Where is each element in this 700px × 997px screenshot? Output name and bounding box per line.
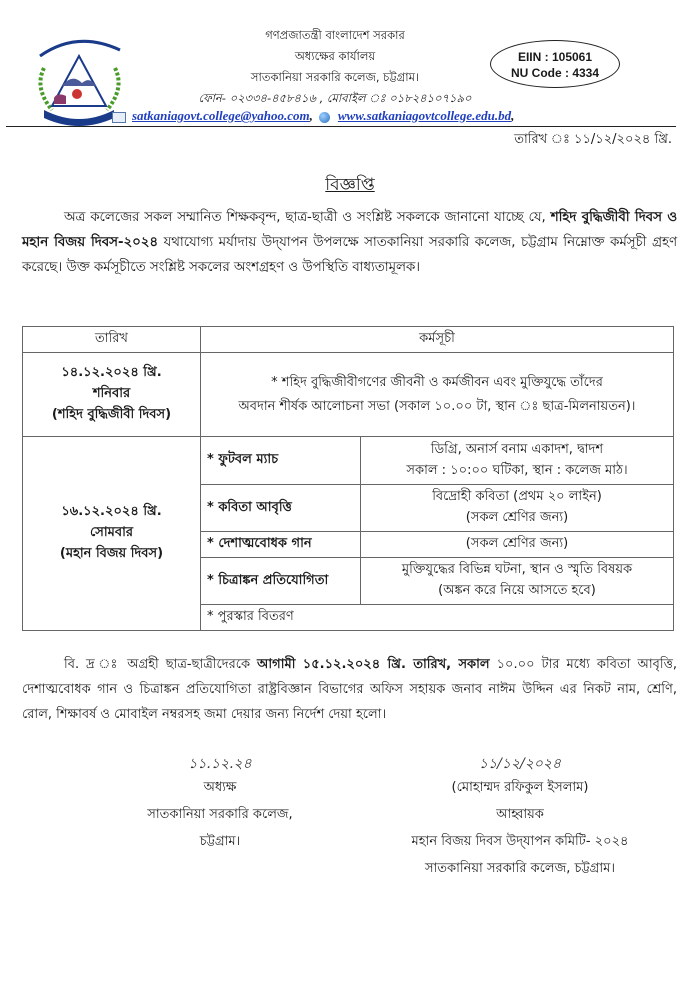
convener-sign-date: ১১/১২/২০২৪	[478, 756, 562, 772]
header-divider	[6, 126, 676, 127]
day1-weekday: শনিবার	[92, 386, 131, 401]
note	[22, 652, 677, 727]
issue-date: তারিখ ঃ ১১/১২/২০২৪ খ্রি.	[514, 132, 672, 147]
event-name: * কবিতা আবৃত্তি	[201, 485, 361, 532]
event-details: (সকল শ্রেণির জন্য)	[361, 532, 674, 558]
mail-icon	[112, 112, 126, 123]
day2-occasion: (মহান বিজয় দিবস)	[59, 546, 164, 561]
contact-line: ফোন- ০২৩৩৪-৪৫৮৪১৬ , মোবাইল ঃ ০১৮২৪১০৭১৯০	[198, 91, 472, 105]
email-link[interactable]: satkaniagovt.college@yahoo.com	[132, 108, 310, 123]
convener-name: (মোহাম্মদ রফিকুল ইসলাম)	[451, 780, 589, 795]
event-name: * চিত্রাঙ্কন প্রতিযোগিতা	[201, 558, 361, 605]
principal-signature-block	[100, 752, 340, 853]
event-details: মুক্তিযুদ্ধের বিভিন্ন ঘটনা, স্থান ও স্মৃতি বিষয়ক (অঙ্কন করে নিয়ে আসতে হবে)	[361, 558, 674, 605]
table-row	[23, 353, 674, 437]
principal-title: অধ্যক্ষ	[203, 780, 237, 795]
govt-line: গণপ্রজাতন্ত্রী বাংলাদেশ সরকার	[265, 28, 405, 42]
office-line: অধ্যক্ষের কার্যালয়	[294, 49, 376, 63]
event-details: বিদ্রোহী কবিতা (প্রথম ২০ লাইন) (সকল শ্রেণির জন্য)	[361, 485, 674, 532]
eiin-code: EIIN : 105061	[517, 50, 593, 64]
note-rest: ১০.০০ টার মধ্যে কবিতা আবৃত্তি, দেশাত্মবোধক গান ও চিত্রাঙ্কন প্রতিযোগিতা রাষ্ট্রবিজ্ঞান বিভাগের অফিস সহায়ক জনাব নাঈম উদ্দিন এর নিকট নাম, শ্রেণি, রোল, শিক্ষাবর্ষ ও মোবাইল নম্বরসহ জমা দেয়ার জন্য নির্দেশ দেয়া হলো।	[22, 657, 678, 722]
header-date: তারিখ	[23, 327, 201, 353]
principal-city: চট্টগ্রাম।	[199, 834, 241, 849]
day1-occasion: (শহিদ বুদ্ধিজীবী দিবস)	[51, 407, 172, 422]
principal-signature	[100, 752, 340, 776]
notice-body	[22, 205, 677, 280]
note-bold: আগামী ১৫.১২.২০২৪ খ্রি. তারিখ, সকাল	[257, 657, 490, 672]
day1-date: ১৪.১২.২০২৪ খ্রি.	[61, 365, 162, 380]
convener-signature	[380, 752, 660, 778]
table-header-row	[23, 327, 674, 353]
principal-sign-date: ১১.১২.২৪	[188, 756, 252, 772]
principal-org: সাতকানিয়া সরকারি কলেজ,	[147, 807, 293, 822]
day2-date: ১৬.১২.২০২৪ খ্রি.	[61, 504, 162, 519]
college-line: সাতকানিয়া সরকারি কলেজ, চট্টগ্রাম।	[250, 70, 420, 84]
header-program: কর্মসূচী	[201, 327, 674, 353]
day1-program: * শহিদ বুদ্ধিজীবীগণের জীবনী ও কর্মজীবন এবং মুক্তিযুদ্ধে তাঁদের অবদান শীর্ষক আলোচনা সভা (সকাল ১০.০০ টা, স্থান ঃ ছাত্র-মিলনায়তন)।	[201, 353, 674, 437]
event-name: * দেশাত্মবোধক গান	[201, 532, 361, 558]
intro-text-1: অত্র কলেজের সকল সম্মানিত শিক্ষকবৃন্দ, ছাত্র-ছাত্রী ও সংশ্লিষ্ট সকলকে জানানো যাচ্ছে যে,	[64, 210, 551, 225]
convener-signature-block	[380, 752, 660, 880]
program-table	[22, 326, 674, 631]
intro-bold: শহিদ বুদ্ধিজীবী দিবস ও মহান বিজয় দিবস-২০২৪	[22, 210, 677, 250]
convener-org: সাতকানিয়া সরকারি কলেজ, চট্টগ্রাম।	[424, 861, 616, 876]
prize-distribution: * পুরস্কার বিতরণ	[201, 605, 674, 631]
website-link[interactable]: www.satkaniagovtcollege.edu.bd	[337, 108, 512, 123]
day1-date-cell	[23, 353, 201, 437]
day2-date-cell	[23, 437, 201, 631]
event-name: * ফুটবল ম্যাচ	[201, 437, 361, 485]
notice-title: বিজ্ঞপ্তি	[325, 175, 375, 195]
globe-icon	[319, 112, 330, 123]
committee-name: মহান বিজয় দিবস উদ্‌যাপন কমিটি- ২০২৪	[411, 834, 629, 849]
event-details: ডিগ্রি, অনার্স বনাম একাদশ, দ্বাদশ সকাল : ১০:০০ ঘটিকা, স্থান : কলেজ মাঠ।	[361, 437, 674, 485]
header-links: satkaniagovt.college@yahoo.com, www.satkaniagovtcollege.edu.bd,	[112, 108, 514, 124]
day2-weekday: সোমবার	[89, 525, 133, 540]
table-row	[23, 437, 674, 485]
intro-text-2: যথাযোগ্য মর্যাদায় উদ্‌যাপন উপলক্ষে সাতকানিয়া সরকারি কলেজ, চট্টগ্রাম নিম্নোক্ত কর্মসূচী গ্রহণ করেছে। উক্ত কর্মসূচীতে সংশ্লিষ্ট সকলের অংশগ্রহণ ও উপস্থিতি বাধ্যতামূলক।	[22, 235, 677, 275]
note-prefix: বি. দ্র ঃ অগ্রহী ছাত্র-ছাত্রীদেরকে	[64, 657, 258, 672]
convener-title: আহ্বায়ক	[496, 807, 544, 822]
nu-code: NU Code : 4334	[510, 66, 600, 80]
eiin-badge	[490, 40, 620, 88]
